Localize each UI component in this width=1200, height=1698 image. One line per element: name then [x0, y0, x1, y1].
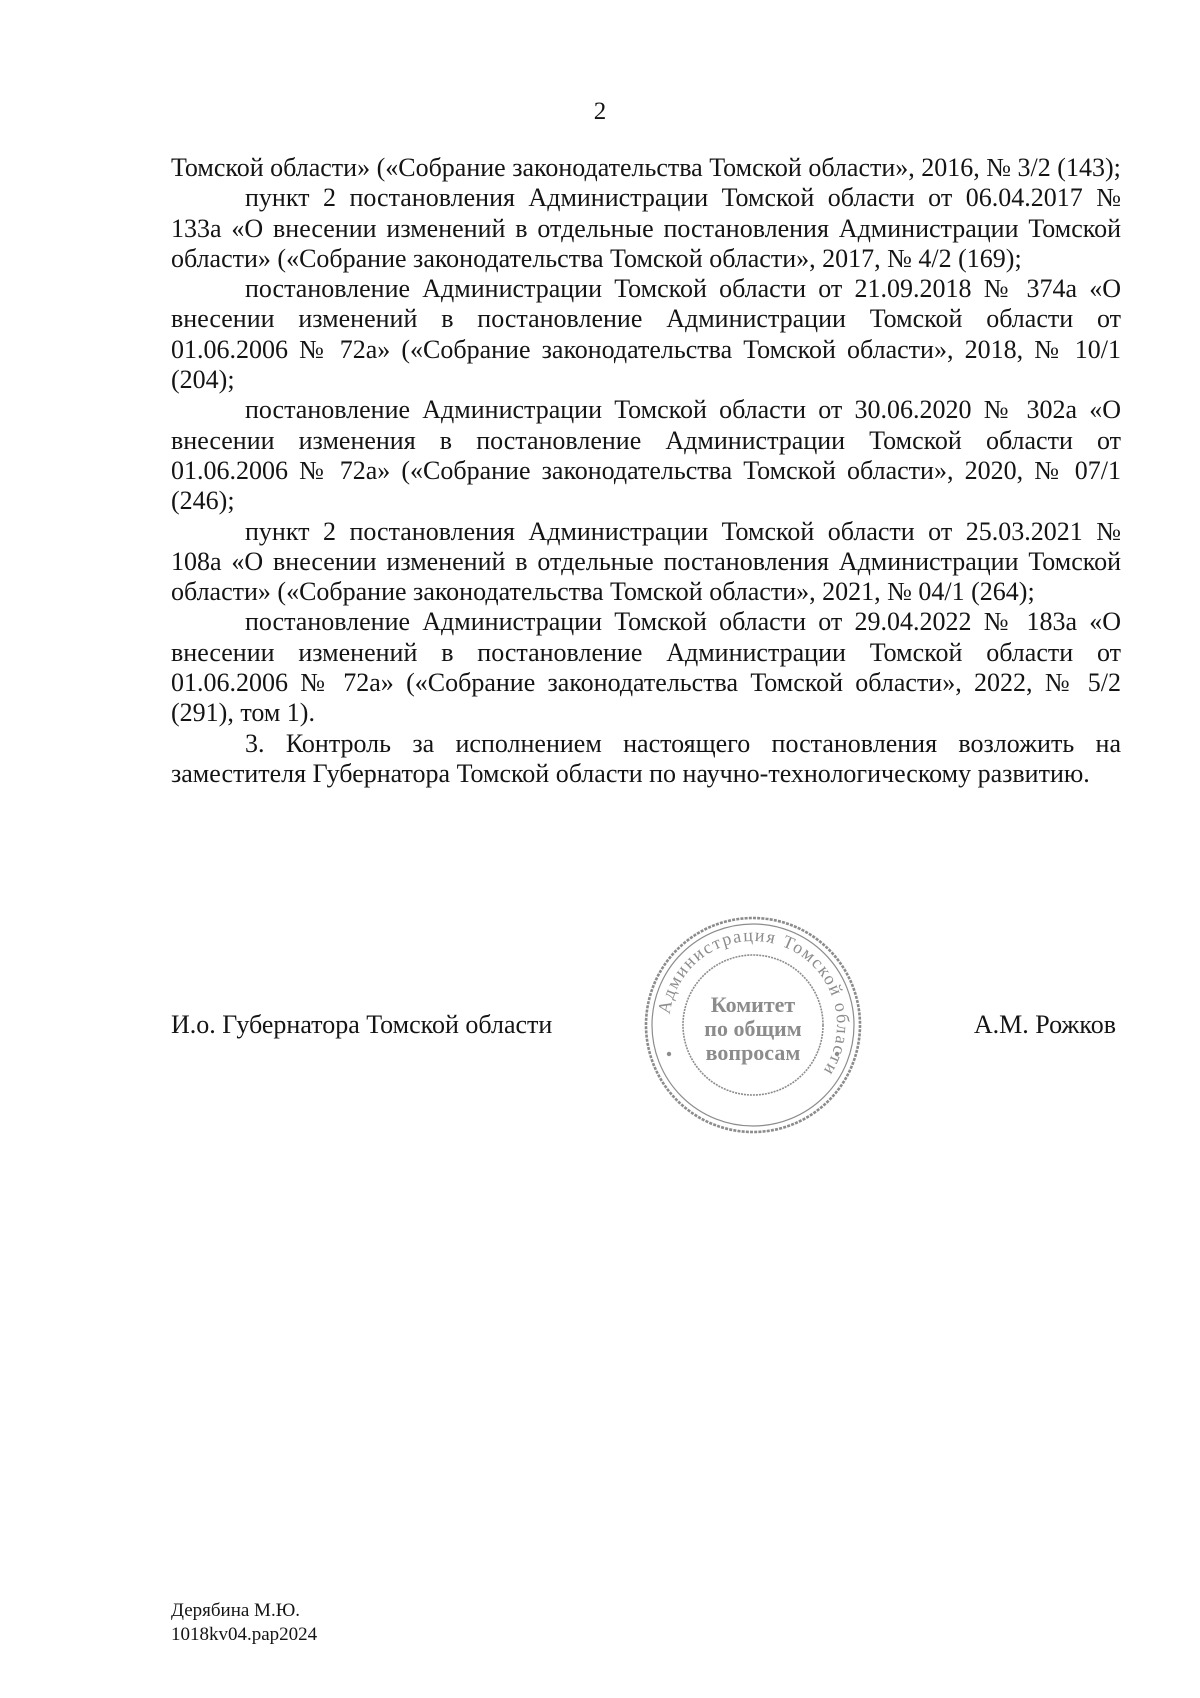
paragraph-item-2017: пункт 2 постановления Администрации Томской области от 06.04.2017 № 133а «О внесении изменений в отдельные постановления Администрации Томской области» («Собрание законодательства Томской области», 2017, № 4/2 (169);: [171, 183, 1121, 273]
footer-author: Дерябина М.Ю.: [171, 1600, 300, 1621]
stamp-center-line-1: Комитет: [710, 992, 796, 1017]
stamp-center-line-2: по общим: [704, 1016, 802, 1041]
paragraph-continuation: Томской области» («Собрание законодательства Томской области», 2016, № 3/2 (143);: [171, 153, 1121, 182]
paragraph-item-2018: постановление Администрации Томской области от 21.09.2018 № 374а «О внесении изменений в постановление Администрации Томской области от 01.06.2006 № 72а» («Собрание законодательства Томской области», 2018, № 10/1 (204);: [171, 274, 1121, 395]
paragraph-item-2021: пункт 2 постановления Администрации Томской области от 25.03.2021 № 108а «О внесении изменений в отдельные постановления Администрации Томской области» («Собрание законодательства Томской области», 2021, № 04/1 (264);: [171, 516, 1121, 607]
paragraph-control-clause: 3. Контроль за исполнением настоящего постановления возложить на заместителя Губернатора Томской области по научно-технологическому развитию.: [171, 728, 1121, 788]
paragraph-item-2020: постановление Администрации Томской области от 30.06.2020 № 302а «О внесении изменения в постановление Администрации Томской области от 01.06.2006 № 72а» («Собрание законодательства Томской области», 2020, № 07/1 (246);: [171, 395, 1121, 516]
footer-block: [171, 1599, 317, 1647]
stamp-center-line-3: вопросам: [705, 1040, 801, 1065]
signature-name: А.М. Рожков: [973, 1010, 1116, 1039]
official-stamp: [640, 912, 866, 1138]
footer-file-code: 1018kv04.pap2024: [171, 1624, 318, 1645]
document-body: [171, 153, 1121, 789]
stamp-ring-text: Администрация Томской области: [653, 924, 854, 1081]
signature-title: И.о. Губернатора Томской области: [171, 1010, 553, 1039]
page-number: 2: [593, 98, 607, 125]
stamp-graphic: [640, 912, 866, 1138]
paragraph-item-2022: постановление Администрации Томской области от 29.04.2022 № 183а «О внесении изменений в постановление Администрации Томской области от 01.06.2006 № 72а» («Собрание законодательства Томской области», 2022, № 5/2 (291), том 1).: [171, 607, 1121, 728]
